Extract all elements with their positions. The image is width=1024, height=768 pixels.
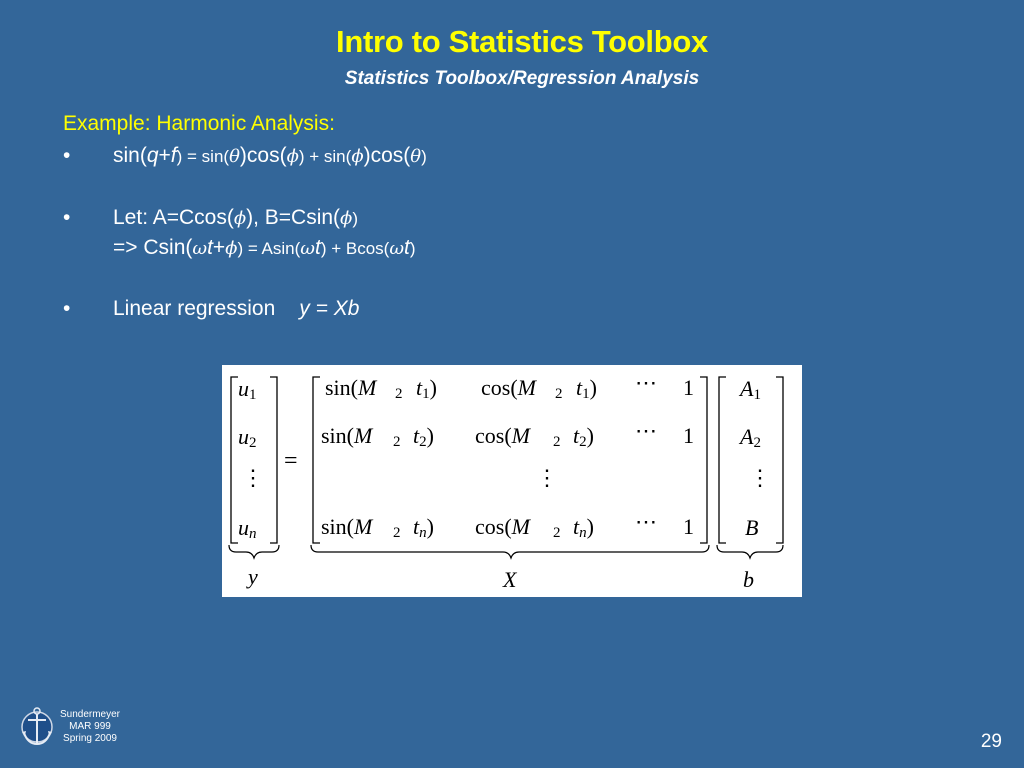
coefficient-vector xyxy=(738,376,771,540)
regression-matrix-equation xyxy=(222,365,802,597)
svg-text:⋯: ⋯ xyxy=(635,370,657,395)
svg-text:2: 2 xyxy=(393,525,401,541)
bullet-marker: • xyxy=(63,206,71,229)
bullet-marker: • xyxy=(63,297,71,320)
footer-credit xyxy=(52,709,128,745)
matrix-row xyxy=(321,509,694,541)
svg-text:sin(M: sin(M xyxy=(321,514,373,539)
svg-text:t2): t2) xyxy=(573,423,594,450)
regression-line: Linear regression y = Xb xyxy=(113,297,360,320)
svg-text:2: 2 xyxy=(553,525,561,541)
footer-author: Sundermeyer xyxy=(59,709,121,720)
implication-line: => Csin(ωt+ϕ) = Asin(ωt) + Bcos(ωt) xyxy=(113,236,416,259)
svg-text:⋮: ⋮ xyxy=(749,465,771,490)
svg-text:A1: A1 xyxy=(740,376,761,403)
svg-text:⋮: ⋮ xyxy=(242,465,264,490)
x-matrix xyxy=(321,370,694,541)
slide-subtitle: Statistics Toolbox/Regression Analysis xyxy=(344,68,700,89)
svg-text:tn): tn) xyxy=(413,514,434,541)
svg-text:1: 1 xyxy=(683,423,694,448)
b-label: b xyxy=(743,567,754,592)
svg-text:sin(M: sin(M xyxy=(321,423,373,448)
svg-text:1: 1 xyxy=(683,514,694,539)
svg-text:2: 2 xyxy=(555,386,563,402)
anchor-icon xyxy=(18,705,56,756)
svg-text:1: 1 xyxy=(683,375,694,400)
identity-line: sin(q+f) = sin(θ)cos(ϕ) + sin(ϕ)cos(θ) xyxy=(113,144,427,167)
page-number: 29 xyxy=(980,731,1002,752)
equals-sign: = xyxy=(284,448,298,474)
svg-text:cos(M: cos(M xyxy=(475,514,530,539)
svg-text:un: un xyxy=(238,515,257,542)
svg-text:t2): t2) xyxy=(413,423,434,450)
underbraces xyxy=(229,545,783,558)
u-vector xyxy=(238,376,264,542)
svg-text:B: B xyxy=(745,515,759,540)
svg-text:⋯: ⋯ xyxy=(635,509,657,534)
svg-text:A2: A2 xyxy=(740,424,761,451)
y-label: y xyxy=(248,564,258,589)
svg-text:cos(M: cos(M xyxy=(475,423,530,448)
svg-text:tn): tn) xyxy=(573,514,594,541)
bullet-marker: • xyxy=(63,144,71,167)
svg-text:t1): t1) xyxy=(576,375,597,402)
x-label: X xyxy=(503,567,517,592)
svg-text:2: 2 xyxy=(395,386,403,402)
svg-text:sin(M: sin(M xyxy=(325,375,377,400)
matrix-row xyxy=(325,370,694,402)
let-line: Let: A=Ccos(ϕ), B=Csin(ϕ) xyxy=(113,206,358,229)
svg-text:t1): t1) xyxy=(416,375,437,402)
svg-text:cos(M: cos(M xyxy=(481,375,536,400)
matrix-row xyxy=(321,418,694,450)
svg-text:⋮: ⋮ xyxy=(536,465,558,490)
slide-title: Intro to Statistics Toolbox xyxy=(336,24,708,59)
svg-text:u1: u1 xyxy=(238,376,257,403)
footer-course: MAR 999 xyxy=(69,721,111,732)
svg-text:2: 2 xyxy=(393,434,401,450)
footer-term: Spring 2009 xyxy=(63,733,117,744)
svg-text:⋯: ⋯ xyxy=(635,418,657,443)
section-heading: Example: Harmonic Analysis: xyxy=(63,112,335,135)
svg-text:2: 2 xyxy=(553,434,561,450)
svg-text:u2: u2 xyxy=(238,424,257,451)
